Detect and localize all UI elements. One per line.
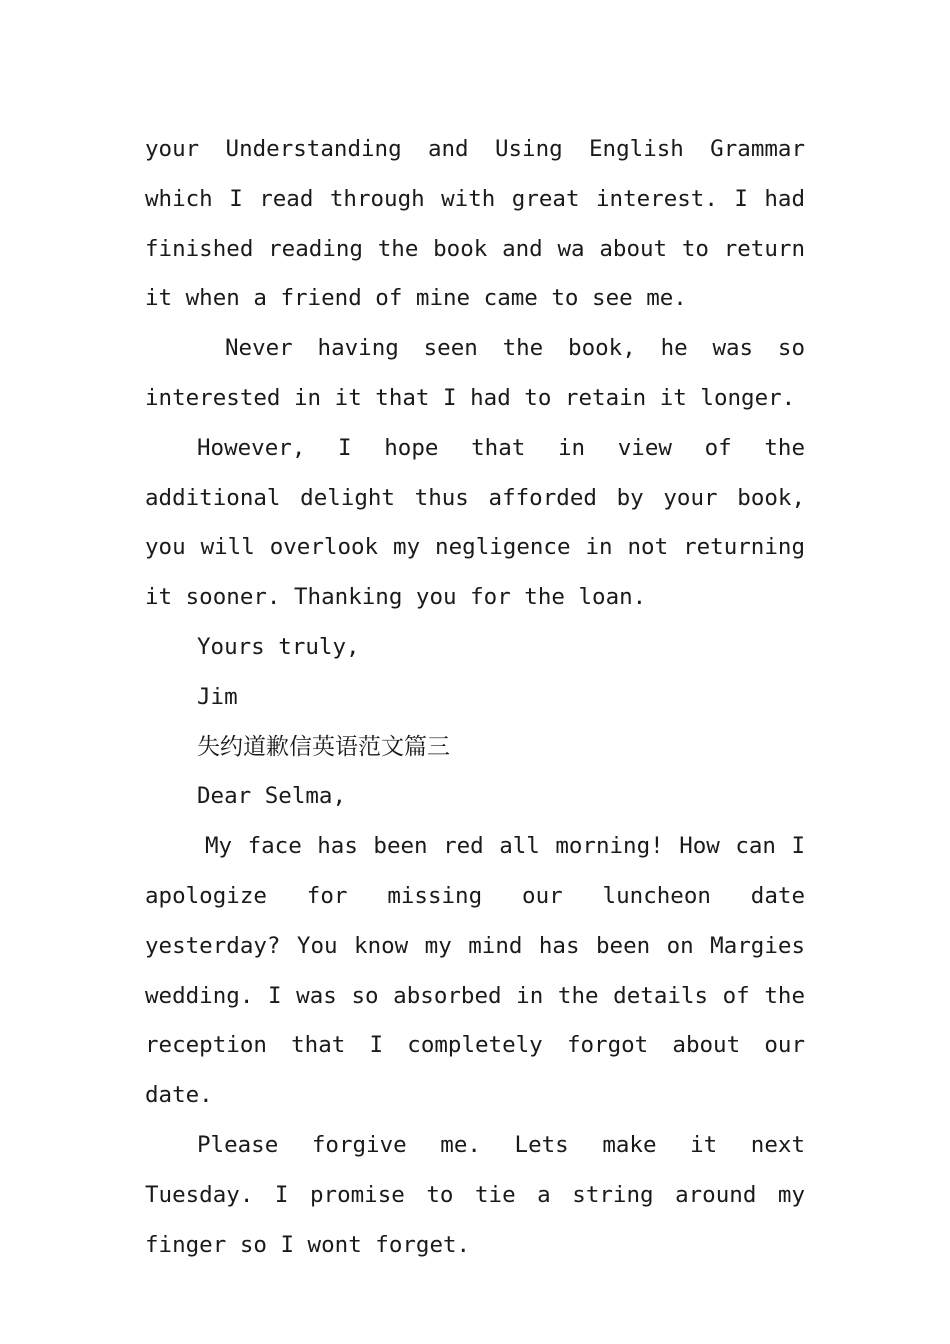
paragraph-forgive: Please forgive me. Lets make it next Tuesday. I promise to tie a string around my finger so I wont forget. <box>145 1131 805 1258</box>
paragraph-friend: Never having seen the book, he was so interested in it that I had to retain it longer. <box>145 335 805 411</box>
section-heading: 失约道歉信英语范文篇三 <box>197 733 450 760</box>
closing-line: Yours truly, <box>197 633 360 660</box>
paragraph-missed-luncheon: My face has been red all morning! How can I apologize for missing our luncheon date yesterday? You know my mind has been on Margies wedding. I was so absorbed in the details of the reception that I completely forgot about our date. <box>145 833 805 1109</box>
paragraph-continued: your Understanding and Using English Grammar which I read through with great interest. I had finished reading the book and wa about to return it when a friend of mine came to see me. <box>145 136 805 312</box>
letter-body <box>145 125 805 1270</box>
salutation: Dear Selma, <box>197 783 347 810</box>
signature: Jim <box>197 683 238 710</box>
paragraph-apology: However, I hope that in view of the additional delight thus afforded by your book, you will overlook my negligence in not returning it sooner. Thanking you for the loan. <box>145 434 805 611</box>
